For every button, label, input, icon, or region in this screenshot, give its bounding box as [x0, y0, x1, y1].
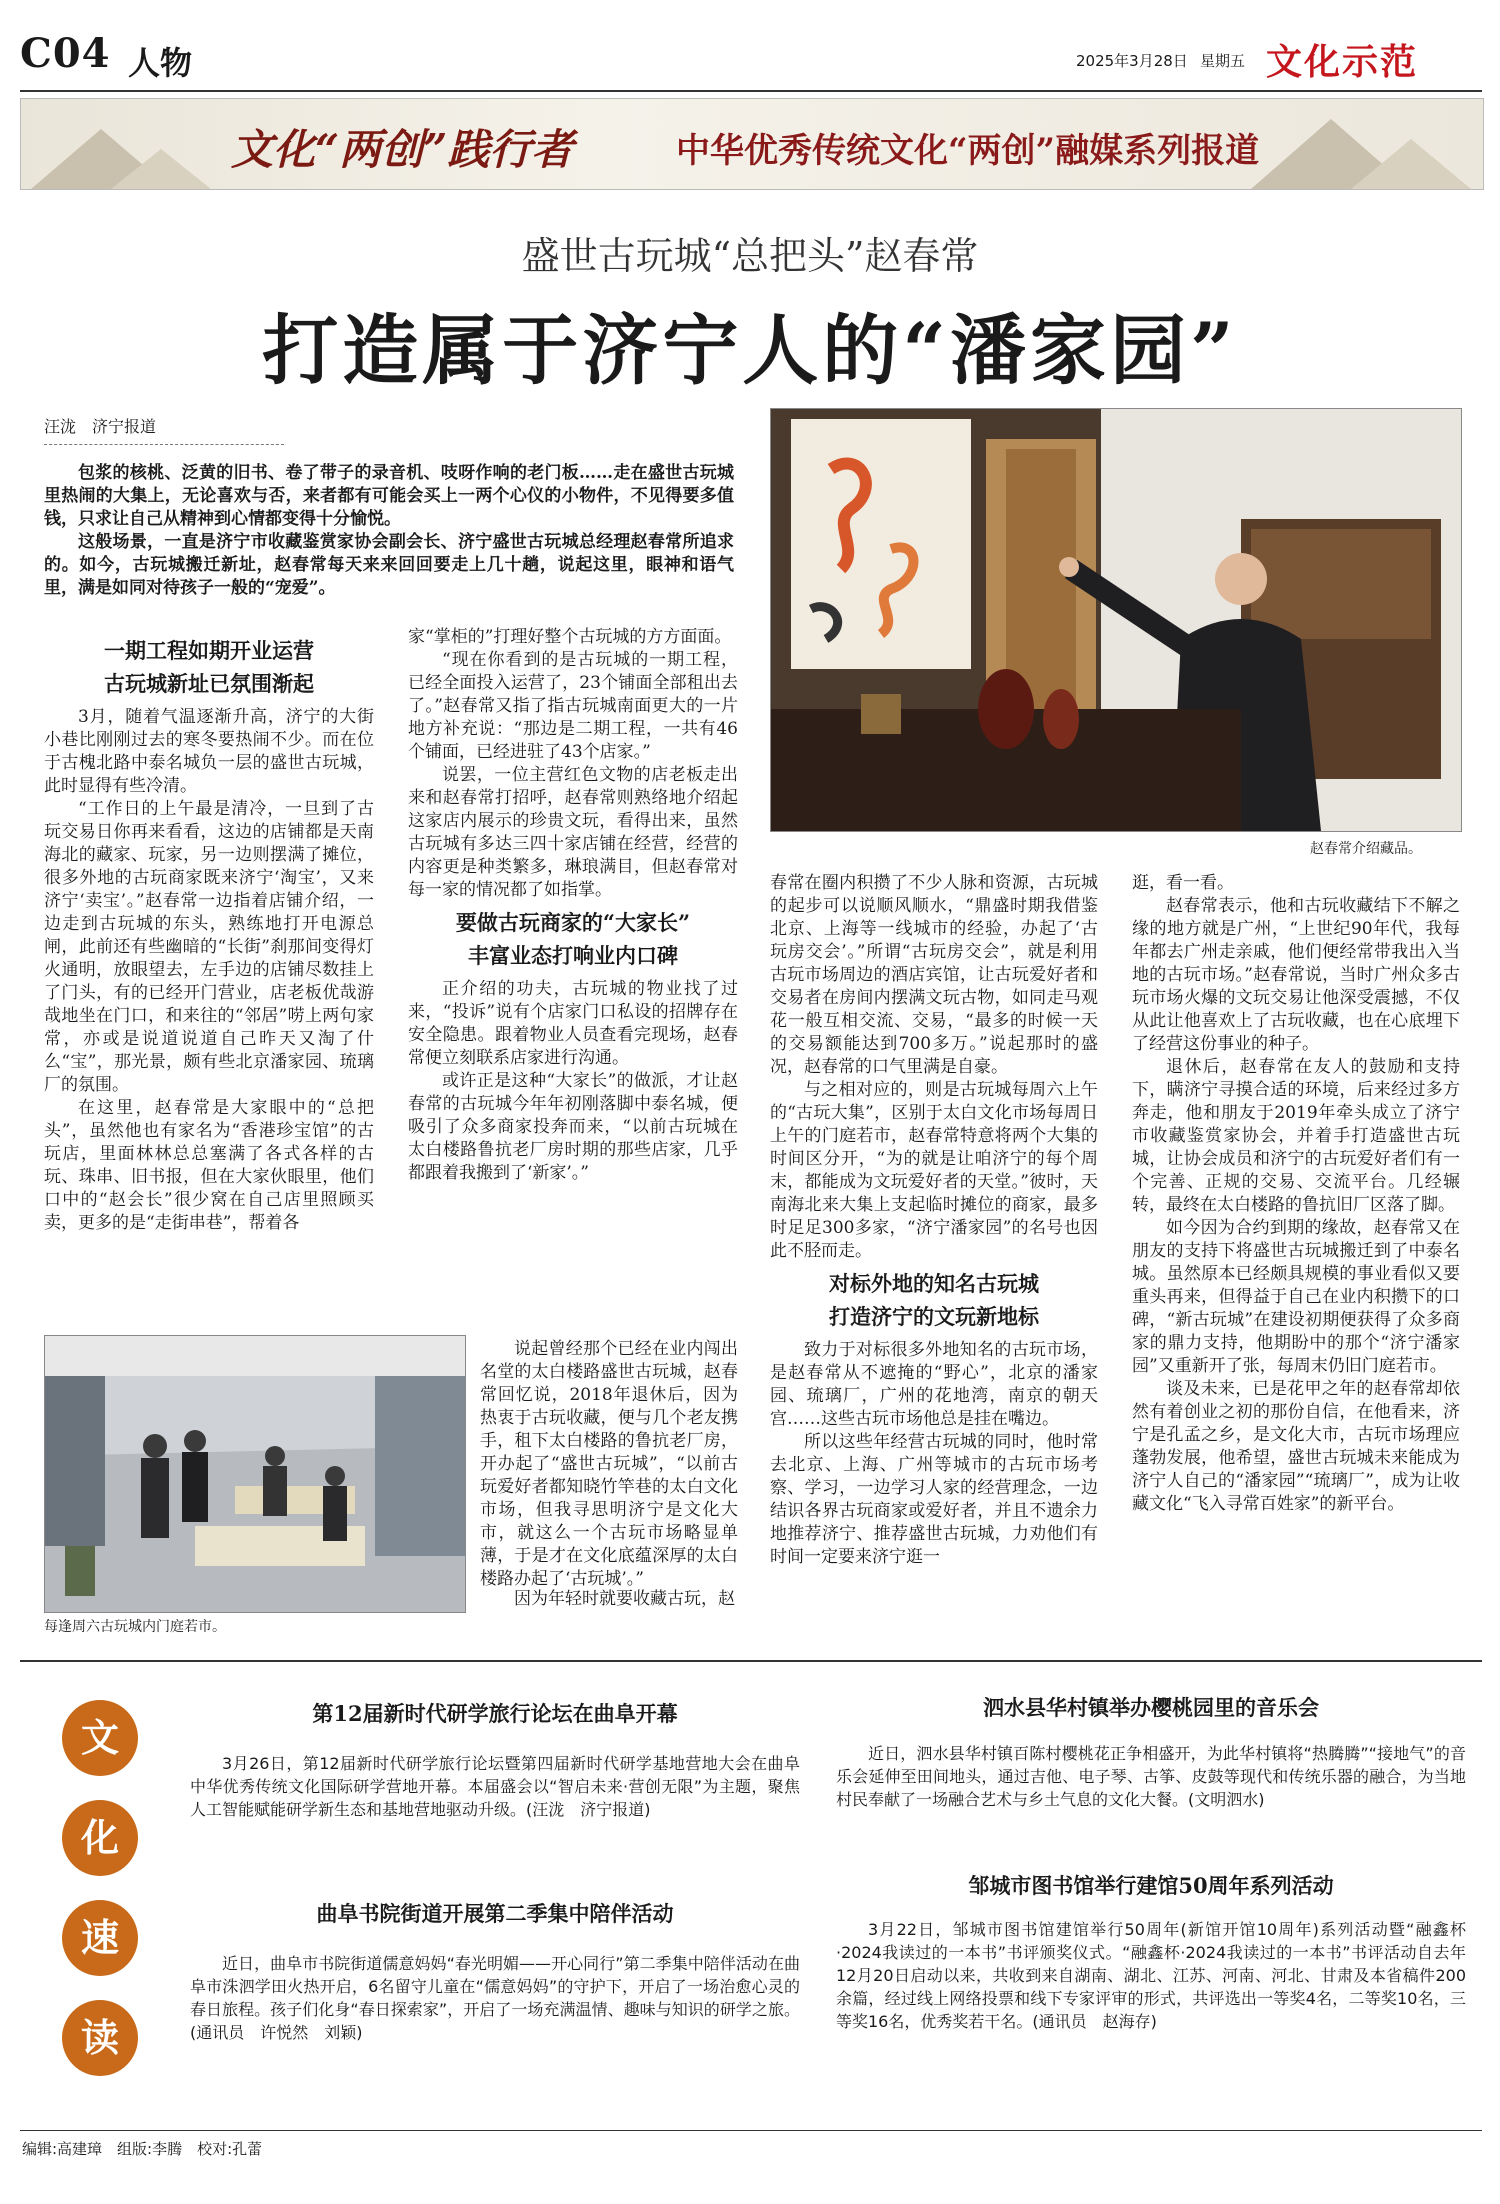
body-paragraph: 3月，随着气温逐渐升高，济宁的大街小巷比刚刚过去的寒冬要热闹不少。而在位于古槐北路中泰名城负一层的盛世古玩城，此时显得有些冷清。	[44, 707, 374, 796]
mountain-decoration	[1351, 139, 1471, 189]
body-paragraph: 赵春常表示，他和古玩收藏结下不解之缘的地方就是广州，“上世纪90年代，我每年都去广州走亲戚，他们便经常带我出入当地的古玩市场。”赵春常说，当时广州众多古玩市场火爆的文玩交易让他深受震撼，不仅从此让他喜欢上了古玩收藏，也在心底埋下了经营这份事业的种子。	[1132, 896, 1460, 1054]
body-paragraph: 春常在圈内积攒了不少人脉和资源，古玩城的起步可以说顺风顺水，“鼎盛时期我借鉴北京、上海等一线城市的经验，办起了‘古玩房交会’。”所谓“古玩房交会”，就是利用古玩市场周边的酒店宾馆，让古玩爱好者和交易者在房间内摆满文玩古物，如同走马观花一般互相交流、交易，“最多的时候一天的交易额能达到700多万。”说起那时的盛况，赵春常的口气里满是自豪。	[770, 873, 1098, 1077]
photo-collector-showing-collection	[770, 408, 1462, 832]
brief-body	[190, 1952, 800, 2044]
article-column-3	[770, 872, 1098, 1569]
body-paragraph: 致力于对标很多外地知名的古玩市场，是赵春常从不遮掩的“野心”，北京的潘家园、琉璃厂，广州的花地湾，南京的朝天宫……这些古玩市场他总是挂在嘴边。	[770, 1340, 1098, 1429]
photo1-caption: 赵春常介绍藏品。	[1310, 841, 1422, 857]
briefs-label-char: 文	[62, 1700, 138, 1776]
header-rule	[20, 90, 1482, 92]
body-paragraph: 说罢，一位主营红色文物的店老板走出来和赵春常打招呼，赵春常则熟络地介绍起这家店内展示的珍贵文玩，看得出来，虽然古玩城有多达三四十家店铺在经营，经营的内容更是种类繁多，琳琅满目，但赵春常对每一家的情况都了如指掌。	[408, 765, 738, 900]
body-paragraph: 退休后，赵春常在友人的鼓励和支持下，瞒济宁寻摸合适的环境，后来经过多方奔走，他和朋友于2019年牵头成立了济宁市收藏鉴赏家协会，并着手打造盛世古玩城，让协会成员和济宁的古玩爱好者们有一个完善、正规的交易、交流平台。几经辗转，最终在太白楼路的鲁抗旧厂区落了脚。	[1132, 1057, 1460, 1215]
page-code: C04	[20, 30, 111, 77]
article-headline: 打造属于济宁人的“潘家园”	[262, 306, 1238, 395]
publication-weekday: 星期五	[1200, 52, 1246, 70]
photo-collector-illustration	[771, 409, 1461, 831]
article-intro	[44, 462, 734, 600]
publication-date: 2025年3月28日	[1076, 52, 1188, 70]
body-paragraph: 如今因为合约到期的缘故，赵春常又在朋友的支持下将盛世古玩城搬迁到了中泰名城。虽然原本已经颇具规模的事业看似又要重头再来，但得益于自己在业内积攒下的口碑，“新古玩城”在建设初期便获得了众多商家的鼎力支持，他期盼中的那个“济宁潘家园”又重新开了张，每周末仍旧门庭若市。	[1132, 1218, 1460, 1376]
body-paragraph: 正介绍的功夫，古玩城的物业找了过来，“投诉”说有个店家门口私设的招牌存在安全隐患。跟着物业人员查看完现场，赵春常便立刻联系店家进行沟通。	[408, 979, 738, 1068]
section-subhead: 要做古玩商家的“大家长”	[455, 910, 691, 935]
photo-market-illustration	[45, 1336, 465, 1612]
brief-body	[836, 1742, 1466, 1811]
body-paragraph: 与之相对应的，则是古玩城每周六上午的“古玩大集”，区别于太白文化市场每周日上午的门庭若市，赵春常特意将两个大集的时间区分开，“为的就是让咱济宁的每个周末，都能成为文玩爱好者的天堂。”彼时，天南海北来大集上支起临时摊位的商家，最多时足足300多家，“济宁潘家园”的名号也因此不胫而走。	[770, 1080, 1098, 1261]
section-subhead: 丰富业态打响业内口碑	[468, 943, 678, 968]
body-paragraph: 逛，看一看。	[1132, 873, 1234, 893]
brief-body	[190, 1752, 800, 1821]
briefs-label-char: 读	[62, 2000, 138, 2076]
brief-title: 泗水县华村镇举办樱桃园里的音乐会	[983, 1695, 1319, 1720]
section-subhead: 对标外地的知名古玩城	[829, 1271, 1039, 1296]
footer-rule	[20, 2130, 1482, 2131]
brief-paragraph: 3月22日，邹城市图书馆建馆举行50周年(新馆开馆10周年)系列活动暨“融鑫杯·2024我读过的一本书”书评颁奖仪式。“融鑫杯·2024我读过的一本书”书评活动自去年12月20日启动以来，共收到来自湖南、湖北、江苏、河南、河北、甘肃及本省稿件200余篇，经过线上网络投票和线下专家评审的形式，共评选出一等奖4名，二等奖10名，三等奖16名，优秀奖若干名。(通讯员 赵海存)	[836, 1920, 1466, 2031]
body-paragraph: “工作日的上午最是清冷，一旦到了古玩交易日你再来看看，这边的店铺都是天南海北的藏家、玩家，另一边则摆满了摊位，很多外地的古玩商家既来济宁‘淘宝’，又来济宁‘卖宝’。”赵春常一边指着店铺介绍，一边走到古玩城的东头，熟练地打开电源总闸，此前还有些幽暗的“长街”刹那间变得灯火通明，放眼望去，左手边的店铺尽数挂上了门头，有的已经开门营业，店老板优哉游哉地坐在门口，和来往的“邻居”唠上两句家常，亦或是说道说道自己昨天又淘了什么“宝”，那光景，颇有些北京潘家园、琉璃厂的氛围。	[44, 799, 374, 1095]
series-banner	[20, 98, 1484, 190]
brief-paragraph: 3月26日，第12届新时代研学旅行论坛暨第四届新时代研学基地营地大会在曲阜中华优秀传统文化国际研学营地开幕。本届盛会以“智启未来·营创无限”为主题，聚焦人工智能赋能研学新生态和基地营地驱动升级。(汪泷 济宁报道)	[190, 1754, 800, 1819]
footer-credits: 编辑:高建璋 组版:李腾 校对:孔蕾	[22, 2140, 263, 2158]
intro-paragraph: 这般场景，一直是济宁市收藏鉴赏家协会副会长、济宁盛世古玩城总经理赵春常所追求的。如今，古玩城搬迁新址，赵春常每天来来回回要走上几十趟，说起这里，眼神和语气里，满是如同对待孩子一般的“宠爱”。	[44, 532, 734, 598]
section-subhead: 打造济宁的文玩新地标	[829, 1304, 1039, 1329]
section-subhead: 一期工程如期开业运营	[104, 638, 314, 663]
body-paragraph: “现在你看到的是古玩城的一期工程，已经全面投入运营了，23个铺面全部租出去了。”赵春常又指了指古玩城南面更大的一片地方补充说：“那边是二期工程，一共有46个铺面，已经进驻了43个店家。”	[408, 650, 738, 762]
body-paragraph: 在这里，赵春常是大家眼中的“总把头”，虽然他也有家名为“香港珍宝馆”的古玩店，里面林林总总塞满了各式各样的古玩、珠串、旧书报，但在大家伙眼里，他们口中的“赵会长”很少窝在自己店里照顾买卖，更多的是“走街串巷”，帮着各	[44, 1098, 374, 1233]
photo2-caption: 每逢周六古玩城内门庭若市。	[44, 1619, 226, 1635]
brief-title: 曲阜书院街道开展第二季集中陪伴活动	[316, 1901, 674, 1926]
section-subhead: 古玩城新址已氛围渐起	[104, 671, 314, 696]
section-name: 人物	[128, 44, 193, 82]
brief-body	[836, 1918, 1466, 2033]
article-column-4	[1132, 872, 1460, 1516]
body-paragraph: 说起曾经那个已经在业内闯出名堂的太白楼路盛世古玩城，赵春常回忆说，2018年退休后，因为热衷于古玩收藏，便与几个老友携手，租下太白楼路的鲁抗老厂房，开办起了“盛世古玩城”，“以前古玩爱好者都知晓竹竿巷的太白文化市场，但我寻思明济宁是文化大市，就这么一个古玩市场略显单薄，于是才在文化底蕴深厚的太白楼路办起了‘古玩城’。”	[480, 1339, 738, 1589]
briefs-rule	[20, 1660, 1482, 1662]
briefs-label-char: 化	[62, 1800, 138, 1876]
body-paragraph: 谈及未来，已是花甲之年的赵春常却依然有着创业之初的那份自信，在他看来，济宁是孔孟之乡，是文化大市，古玩市场理应蓬勃发展，他希望，盛世古玩城未来能成为济宁人自己的“潘家园”“琉璃厂”，成为让收藏文化“飞入寻常百姓家”的新平台。	[1132, 1379, 1460, 1514]
body-paragraph: 或许正是这种“大家长”的做派，才让赵春常的古玩城今年年初刚落脚中泰名城，便吸引了众多商家投奔而来，“以前古玩城在太白楼路鲁抗老厂房时期的那些店家，几乎都跟着我搬到了‘新家’。”	[408, 1071, 738, 1183]
byline-rule	[44, 444, 284, 445]
brief-title: 第12届新时代研学旅行论坛在曲阜开幕	[312, 1701, 678, 1726]
article-subtitle: 盛世古玩城“总把头”赵春常	[521, 234, 979, 278]
article-column-2-end	[480, 1588, 738, 1611]
article-column-2-lower	[480, 1338, 738, 1591]
mountain-decoration	[111, 149, 211, 189]
article-byline: 汪泷 济宁报道	[44, 417, 157, 436]
brief-title: 邹城市图书馆举行建馆50周年系列活动	[968, 1873, 1334, 1898]
intro-paragraph: 包浆的核桃、泛黄的旧书、卷了带子的录音机、吱呀作响的老门板……走在盛世古玩城里热闹的大集上，无论喜欢与否，来者都有可能会买上一两个心仪的小物件，不见得要多值钱，只求让自己从精神到心情都变得十分愉悦。	[44, 463, 734, 529]
body-paragraph: 因为年轻时就要收藏古玩，赵	[514, 1589, 735, 1609]
masthead-logo: 文化示范	[1266, 41, 1419, 83]
body-paragraph: 家“掌柜的”打理好整个古玩城的方方面面。	[408, 627, 732, 647]
body-paragraph: 所以这些年经营古玩城的同时，他时常去北京、上海、广州等城市的古玩市场考察、学习，一边学习人家的经营理念，一边结识各界古玩商家或爱好者，并且不遗余力地推荐济宁、推荐盛世古玩城，力劝他们有时间一定要来济宁逛一	[770, 1432, 1098, 1567]
brief-paragraph: 近日，曲阜市书院街道儒意妈妈“春光明媚——开心同行”第二季集中陪伴活动在曲阜市洙泗学田火热开启，6名留守儿童在“儒意妈妈”的守护下，开启了一场治愈心灵的春日旅程。孩子们化身“春日探索家”，开启了一场充满温情、趣味与知识的研学之旅。(通讯员 许悦然 刘颖)	[190, 1954, 800, 2042]
briefs-label-char: 速	[62, 1900, 138, 1976]
banner-sub-title: 中华优秀传统文化“两创”融媒系列报道	[676, 131, 1260, 171]
brief-paragraph: 近日，泗水县华村镇百陈村樱桃花正争相盛开，为此华村镇将“热腾腾”“接地气”的音乐会延伸至田间地头，通过吉他、电子琴、古筝、皮鼓等现代和传统乐器的融合，为当地村民奉献了一场融合艺术与乡土气息的文化大餐。(文明泗水)	[836, 1744, 1466, 1809]
article-column-1	[44, 630, 374, 1235]
photo-antique-market-crowd	[44, 1335, 466, 1613]
banner-main-title: 文化“两创”践行者	[231, 125, 574, 174]
article-column-2	[408, 626, 738, 1185]
